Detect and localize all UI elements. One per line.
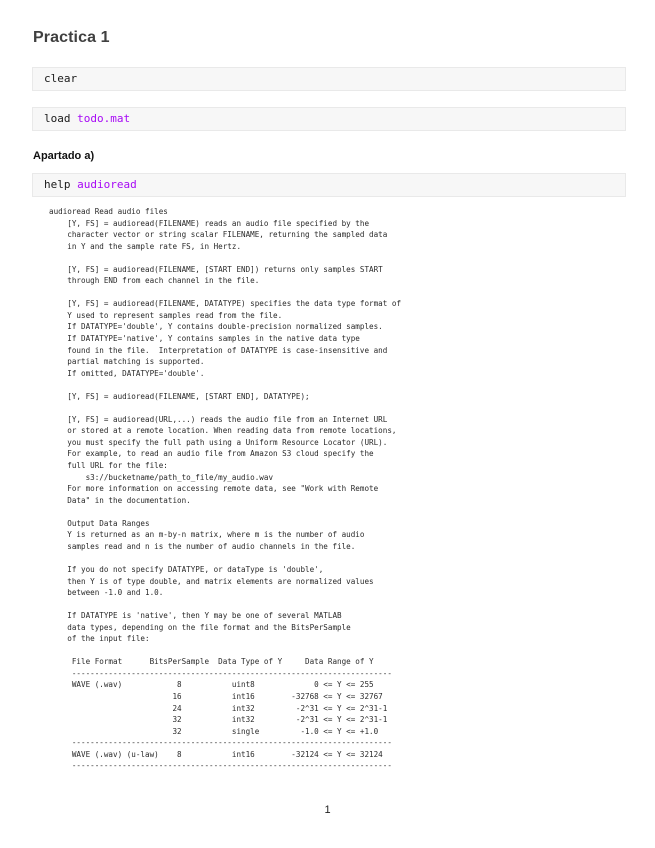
help-line: Data" in the documentation. bbox=[49, 495, 191, 505]
help-line: Y is returned as an m-by-n matrix, where m is the number of audio bbox=[49, 530, 365, 540]
help-line: File Format BitsPerSample Data Type of Y Data Range of Y bbox=[49, 657, 374, 667]
help-line bbox=[49, 645, 401, 657]
help-line: samples read and n is the number of audio channels in the file. bbox=[49, 541, 356, 551]
help-line: ---------------------------------------------------------------------- bbox=[49, 761, 392, 771]
help-line: or stored at a remote location. When reading data from remote locations, bbox=[49, 426, 397, 436]
page-number: 1 bbox=[324, 804, 331, 816]
help-line: audioread Read audio files bbox=[49, 207, 168, 216]
help-line bbox=[49, 402, 401, 414]
help-line: s3://bucketname/path_to_file/my_audio.wav bbox=[49, 472, 274, 482]
help-line: you must specify the full path using a Uniform Resource Locator (URL). bbox=[49, 437, 388, 447]
help-line: 32 int32 -2^31 <= Y <= 2^31-1 bbox=[49, 715, 388, 725]
help-line: For more information on accessing remote data, see "Work with Remote bbox=[49, 484, 379, 494]
help-output bbox=[49, 206, 401, 772]
help-line bbox=[49, 552, 401, 564]
help-line: For example, to read an audio file from Amazon S3 cloud specify the bbox=[49, 449, 374, 459]
help-line: 24 int32 -2^31 <= Y <= 2^31-1 bbox=[49, 703, 388, 713]
help-line: [Y, FS] = audioread(FILENAME, [START END], DATATYPE); bbox=[49, 391, 310, 401]
help-line: WAVE (.wav) 8 uint8 0 <= Y <= 255 bbox=[49, 680, 374, 690]
code-command: help bbox=[44, 178, 78, 191]
help-line: 16 int16 -32768 <= Y <= 32767 bbox=[49, 691, 383, 701]
help-line: [Y, FS] = audioread(FILENAME, DATATYPE) specifies the data type format of bbox=[49, 299, 402, 309]
help-line: ---------------------------------------------------------------------- bbox=[49, 738, 392, 748]
help-line bbox=[49, 287, 401, 299]
help-line: of the input file: bbox=[49, 634, 150, 644]
help-line: If omitted, DATATYPE='double'. bbox=[49, 368, 205, 378]
help-line: ---------------------------------------------------------------------- bbox=[49, 668, 392, 678]
help-line: 32 single -1.0 <= Y <= +1.0 bbox=[49, 726, 379, 736]
code-command: clear bbox=[44, 72, 78, 85]
help-line: in Y and the sample rate FS, in Hertz. bbox=[49, 241, 242, 251]
code-cell-load[interactable] bbox=[32, 107, 626, 131]
help-line bbox=[49, 599, 401, 611]
help-line: If DATATYPE='double', Y contains double-precision normalized samples. bbox=[49, 322, 383, 332]
help-line bbox=[49, 379, 401, 391]
code-argument: audioread bbox=[77, 178, 137, 191]
help-line: If DATATYPE='native', Y contains samples in the native data type bbox=[49, 334, 360, 344]
section-heading: Apartado a) bbox=[33, 150, 95, 162]
code-command: load bbox=[44, 112, 78, 125]
help-line: If DATATYPE is 'native', then Y may be one of several MATLAB bbox=[49, 611, 342, 621]
help-line bbox=[49, 506, 401, 518]
code-cell-clear[interactable] bbox=[32, 67, 626, 91]
help-line: If you do not specify DATATYPE, or dataType is 'double', bbox=[49, 564, 324, 574]
code-argument: todo.mat bbox=[77, 112, 131, 125]
help-line: between -1.0 and 1.0. bbox=[49, 588, 164, 598]
help-line: [Y, FS] = audioread(FILENAME) reads an audio file specified by the bbox=[49, 218, 370, 228]
help-line bbox=[49, 252, 401, 264]
help-line: [Y, FS] = audioread(URL,...) reads the audio file from an Internet URL bbox=[49, 414, 388, 424]
help-line: character vector or string scalar FILENAME, returning the sampled data bbox=[49, 230, 388, 240]
code-cell-help[interactable] bbox=[32, 173, 626, 197]
help-line: [Y, FS] = audioread(FILENAME, [START END]) returns only samples START bbox=[49, 264, 383, 274]
help-line: full URL for the file: bbox=[49, 461, 168, 471]
help-line: Output Data Ranges bbox=[49, 518, 150, 528]
help-line: Y used to represent samples read from the file. bbox=[49, 310, 283, 320]
help-line: through END from each channel in the file. bbox=[49, 276, 260, 286]
help-line: then Y is of type double, and matrix elements are normalized values bbox=[49, 576, 374, 586]
help-line: found in the file. Interpretation of DATATYPE is case-insensitive and bbox=[49, 345, 388, 355]
help-line: data types, depending on the file format and the BitsPerSample bbox=[49, 622, 351, 632]
help-line: partial matching is supported. bbox=[49, 357, 205, 367]
page-title: Practica 1 bbox=[33, 29, 110, 46]
help-line: WAVE (.wav) (u-law) 8 int16 -32124 <= Y <= 32124 bbox=[49, 749, 383, 759]
